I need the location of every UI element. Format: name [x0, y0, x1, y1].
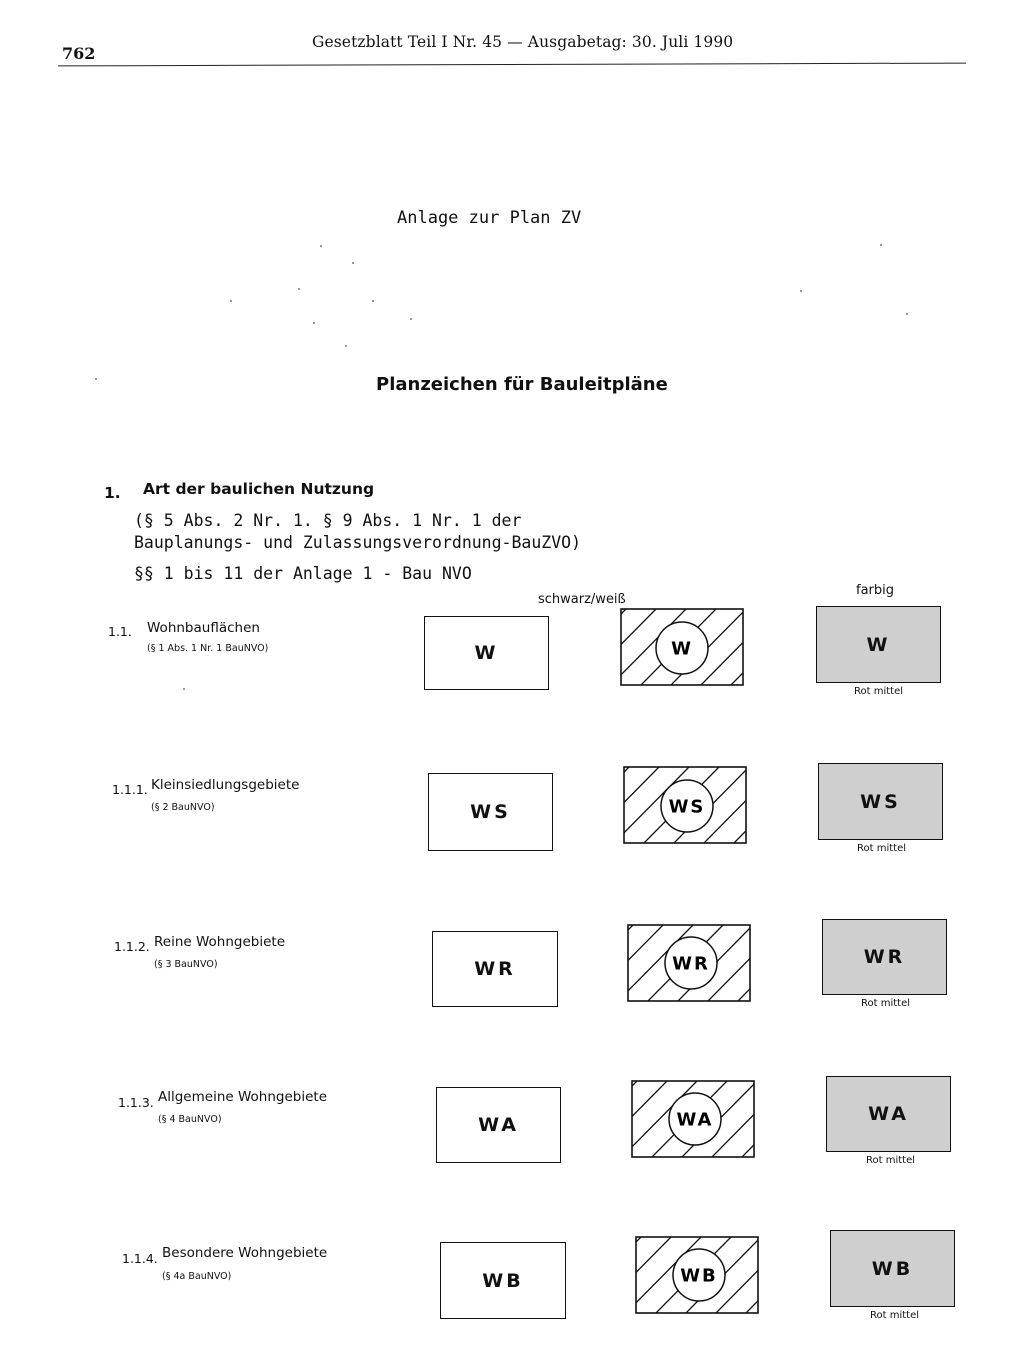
- color-caption: Rot mittel: [857, 843, 907, 854]
- hatched-code: WS: [668, 796, 706, 818]
- row-label: Reine Wohngebiete: [154, 934, 286, 950]
- header-title: Gesetzblatt Teil I Nr. 45 — Ausgabetag: 30. Juli 1990: [312, 33, 734, 51]
- column-header-bw: schwarz/weiß: [538, 592, 626, 607]
- row-reference: (§ 1 Abs. 1 Nr. 1 BauNVO): [147, 643, 269, 654]
- row-number: 1.1.2.: [114, 939, 150, 954]
- symbol-colored: WR: [822, 919, 947, 995]
- row-label: Kleinsiedlungsgebiete: [151, 777, 300, 793]
- row-number: 1.1.4.: [122, 1251, 158, 1266]
- header-rule: [58, 63, 966, 67]
- color-caption: Rot mittel: [854, 686, 904, 697]
- row-reference: (§ 4a BauNVO): [162, 1271, 232, 1282]
- symbol-hatched: [620, 608, 746, 688]
- page-title: Planzeichen für Bauleitpläne: [376, 374, 668, 395]
- row-label: Allgemeine Wohngebiete: [158, 1089, 328, 1105]
- hatched-code: WA: [676, 1109, 714, 1131]
- symbol-hatched: [623, 766, 749, 846]
- symbol-colored: WA: [826, 1076, 951, 1152]
- page-number: 762: [62, 44, 96, 63]
- color-caption: Rot mittel: [866, 1155, 916, 1166]
- row-number: 1.1.: [108, 624, 132, 639]
- hatched-code: W: [671, 638, 693, 660]
- row-reference: (§ 3 BauNVO): [154, 959, 218, 970]
- symbol-hatched: [635, 1236, 761, 1316]
- symbol-plain: WS: [428, 773, 553, 851]
- symbol-colored: WS: [818, 763, 943, 840]
- anlage-heading: Anlage zur Plan ZV: [397, 208, 582, 228]
- hatched-code: WB: [680, 1265, 718, 1287]
- symbol-plain: WR: [432, 931, 558, 1007]
- row-number: 1.1.1.: [112, 782, 148, 797]
- row-reference: (§ 4 BauNVO): [158, 1114, 222, 1125]
- column-header-color: farbig: [856, 583, 895, 598]
- symbol-colored: W: [816, 606, 941, 683]
- symbol-hatched: [631, 1080, 757, 1160]
- row-label: Wohnbauflächen: [147, 620, 260, 636]
- legal-reference-line-1: (§ 5 Abs. 2 Nr. 1. § 9 Abs. 1 Nr. 1 der: [134, 511, 522, 530]
- color-caption: Rot mittel: [870, 1310, 920, 1321]
- symbol-plain: WA: [436, 1087, 561, 1163]
- symbol-plain: WB: [440, 1242, 566, 1319]
- color-caption: Rot mittel: [861, 998, 911, 1009]
- legal-reference-line-2: Bauplanungs- und Zulassungsverordnung-BauZVO): [134, 533, 582, 552]
- section-title: Art der baulichen Nutzung: [143, 480, 375, 498]
- hatched-code: WR: [672, 953, 710, 975]
- row-reference: (§ 2 BauNVO): [151, 802, 215, 813]
- symbol-plain: W: [424, 616, 549, 690]
- row-number: 1.1.3.: [118, 1095, 154, 1110]
- legal-reference-line-3: §§ 1 bis 11 der Anlage 1 - Bau NVO: [134, 564, 472, 583]
- symbol-colored: WB: [830, 1230, 955, 1307]
- symbol-hatched: [627, 924, 753, 1004]
- section-number: 1.: [104, 484, 121, 502]
- row-label: Besondere Wohngebiete: [162, 1245, 328, 1261]
